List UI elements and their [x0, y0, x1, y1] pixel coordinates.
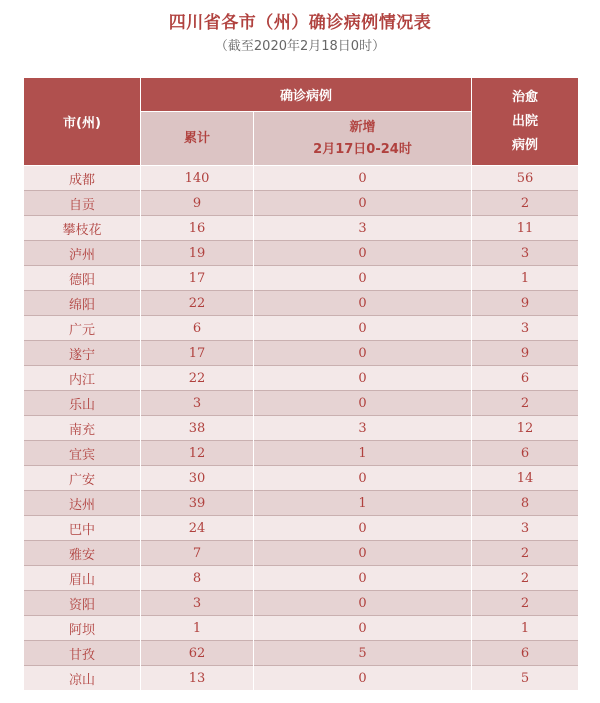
cumulative-cell: 19	[141, 241, 254, 266]
cured-cell: 9	[472, 341, 579, 366]
header-city: 市(州)	[24, 78, 141, 166]
table-header	[24, 78, 579, 166]
new-cell: 0	[254, 666, 472, 691]
header-cured-line3: 病例	[512, 137, 539, 153]
table-row	[24, 316, 579, 341]
table-row	[24, 416, 579, 441]
cumulative-cell: 3	[141, 591, 254, 616]
table-row	[24, 291, 579, 316]
cumulative-cell: 1	[141, 616, 254, 641]
city-cell: 攀枝花	[24, 216, 141, 241]
table-row	[24, 366, 579, 391]
new-cell: 0	[254, 291, 472, 316]
cumulative-cell: 30	[141, 466, 254, 491]
cumulative-cell: 24	[141, 516, 254, 541]
table-row	[24, 266, 579, 291]
cured-cell: 6	[472, 366, 579, 391]
table-row	[24, 241, 579, 266]
city-cell: 雅安	[24, 541, 141, 566]
city-cell: 成都	[24, 166, 141, 191]
city-cell: 甘孜	[24, 641, 141, 666]
cured-cell: 11	[472, 216, 579, 241]
new-cell: 0	[254, 241, 472, 266]
new-cell: 3	[254, 216, 472, 241]
table-body	[24, 166, 579, 691]
city-cell: 内江	[24, 366, 141, 391]
cumulative-cell: 8	[141, 566, 254, 591]
new-cell: 0	[254, 191, 472, 216]
cumulative-cell: 22	[141, 366, 254, 391]
new-cell: 0	[254, 466, 472, 491]
cured-cell: 2	[472, 191, 579, 216]
cured-cell: 1	[472, 616, 579, 641]
header-cumulative: 累计	[141, 112, 254, 166]
table-row	[24, 341, 579, 366]
table-row	[24, 541, 579, 566]
new-cell: 0	[254, 166, 472, 191]
table-row	[24, 166, 579, 191]
cured-cell: 3	[472, 316, 579, 341]
table-row	[24, 441, 579, 466]
new-cell: 0	[254, 266, 472, 291]
header-cured-line2: 出院	[512, 113, 539, 129]
cumulative-cell: 22	[141, 291, 254, 316]
city-cell: 乐山	[24, 391, 141, 416]
cured-cell: 56	[472, 166, 579, 191]
table-row	[24, 641, 579, 666]
cumulative-cell: 38	[141, 416, 254, 441]
cured-cell: 9	[472, 291, 579, 316]
table-row	[24, 516, 579, 541]
cumulative-cell: 13	[141, 666, 254, 691]
cumulative-cell: 7	[141, 541, 254, 566]
header-cured	[472, 78, 579, 166]
new-cell: 0	[254, 316, 472, 341]
cured-cell: 1	[472, 266, 579, 291]
cumulative-cell: 3	[141, 391, 254, 416]
city-cell: 遂宁	[24, 341, 141, 366]
table-row	[24, 391, 579, 416]
cured-cell: 12	[472, 416, 579, 441]
header-new	[254, 112, 472, 166]
cured-cell: 6	[472, 641, 579, 666]
new-cell: 5	[254, 641, 472, 666]
header-new-line1: 新增	[349, 119, 376, 135]
new-cell: 1	[254, 491, 472, 516]
new-cell: 0	[254, 341, 472, 366]
new-cell: 0	[254, 541, 472, 566]
cured-cell: 14	[472, 466, 579, 491]
cured-cell: 3	[472, 516, 579, 541]
cured-cell: 2	[472, 566, 579, 591]
table-row	[24, 491, 579, 516]
city-cell: 宜宾	[24, 441, 141, 466]
cumulative-cell: 17	[141, 341, 254, 366]
table-row	[24, 466, 579, 491]
cumulative-cell: 17	[141, 266, 254, 291]
cumulative-cell: 140	[141, 166, 254, 191]
city-cell: 绵阳	[24, 291, 141, 316]
table-row	[24, 666, 579, 691]
city-cell: 巴中	[24, 516, 141, 541]
new-cell: 0	[254, 366, 472, 391]
cured-cell: 8	[472, 491, 579, 516]
city-cell: 广元	[24, 316, 141, 341]
header-cured-line1: 治愈	[512, 89, 539, 105]
city-cell: 资阳	[24, 591, 141, 616]
cured-cell: 6	[472, 441, 579, 466]
page-subtitle: （截至2020年2月18日0时）	[214, 39, 386, 54]
new-cell: 3	[254, 416, 472, 441]
cumulative-cell: 62	[141, 641, 254, 666]
new-cell: 0	[254, 591, 472, 616]
cured-cell: 2	[472, 541, 579, 566]
table-row	[24, 616, 579, 641]
city-cell: 泸州	[24, 241, 141, 266]
cases-table	[23, 77, 579, 690]
table-row	[24, 191, 579, 216]
table-row	[24, 566, 579, 591]
city-cell: 阿坝	[24, 616, 141, 641]
page-title: 四川省各市（州）确诊病例情况表	[168, 13, 432, 33]
table-row	[24, 216, 579, 241]
header-new-line2: 2月17日0-24时	[313, 141, 412, 157]
cured-cell: 2	[472, 391, 579, 416]
city-cell: 凉山	[24, 666, 141, 691]
new-cell: 0	[254, 616, 472, 641]
cumulative-cell: 6	[141, 316, 254, 341]
table-row	[24, 591, 579, 616]
cured-cell: 2	[472, 591, 579, 616]
cumulative-cell: 16	[141, 216, 254, 241]
new-cell: 0	[254, 516, 472, 541]
city-cell: 德阳	[24, 266, 141, 291]
cumulative-cell: 39	[141, 491, 254, 516]
city-cell: 达州	[24, 491, 141, 516]
new-cell: 1	[254, 441, 472, 466]
cured-cell: 5	[472, 666, 579, 691]
city-cell: 眉山	[24, 566, 141, 591]
city-cell: 广安	[24, 466, 141, 491]
city-cell: 南充	[24, 416, 141, 441]
new-cell: 0	[254, 566, 472, 591]
new-cell: 0	[254, 391, 472, 416]
header-confirmed-group: 确诊病例	[141, 78, 472, 112]
city-cell: 自贡	[24, 191, 141, 216]
cured-cell: 3	[472, 241, 579, 266]
cumulative-cell: 12	[141, 441, 254, 466]
cumulative-cell: 9	[141, 191, 254, 216]
